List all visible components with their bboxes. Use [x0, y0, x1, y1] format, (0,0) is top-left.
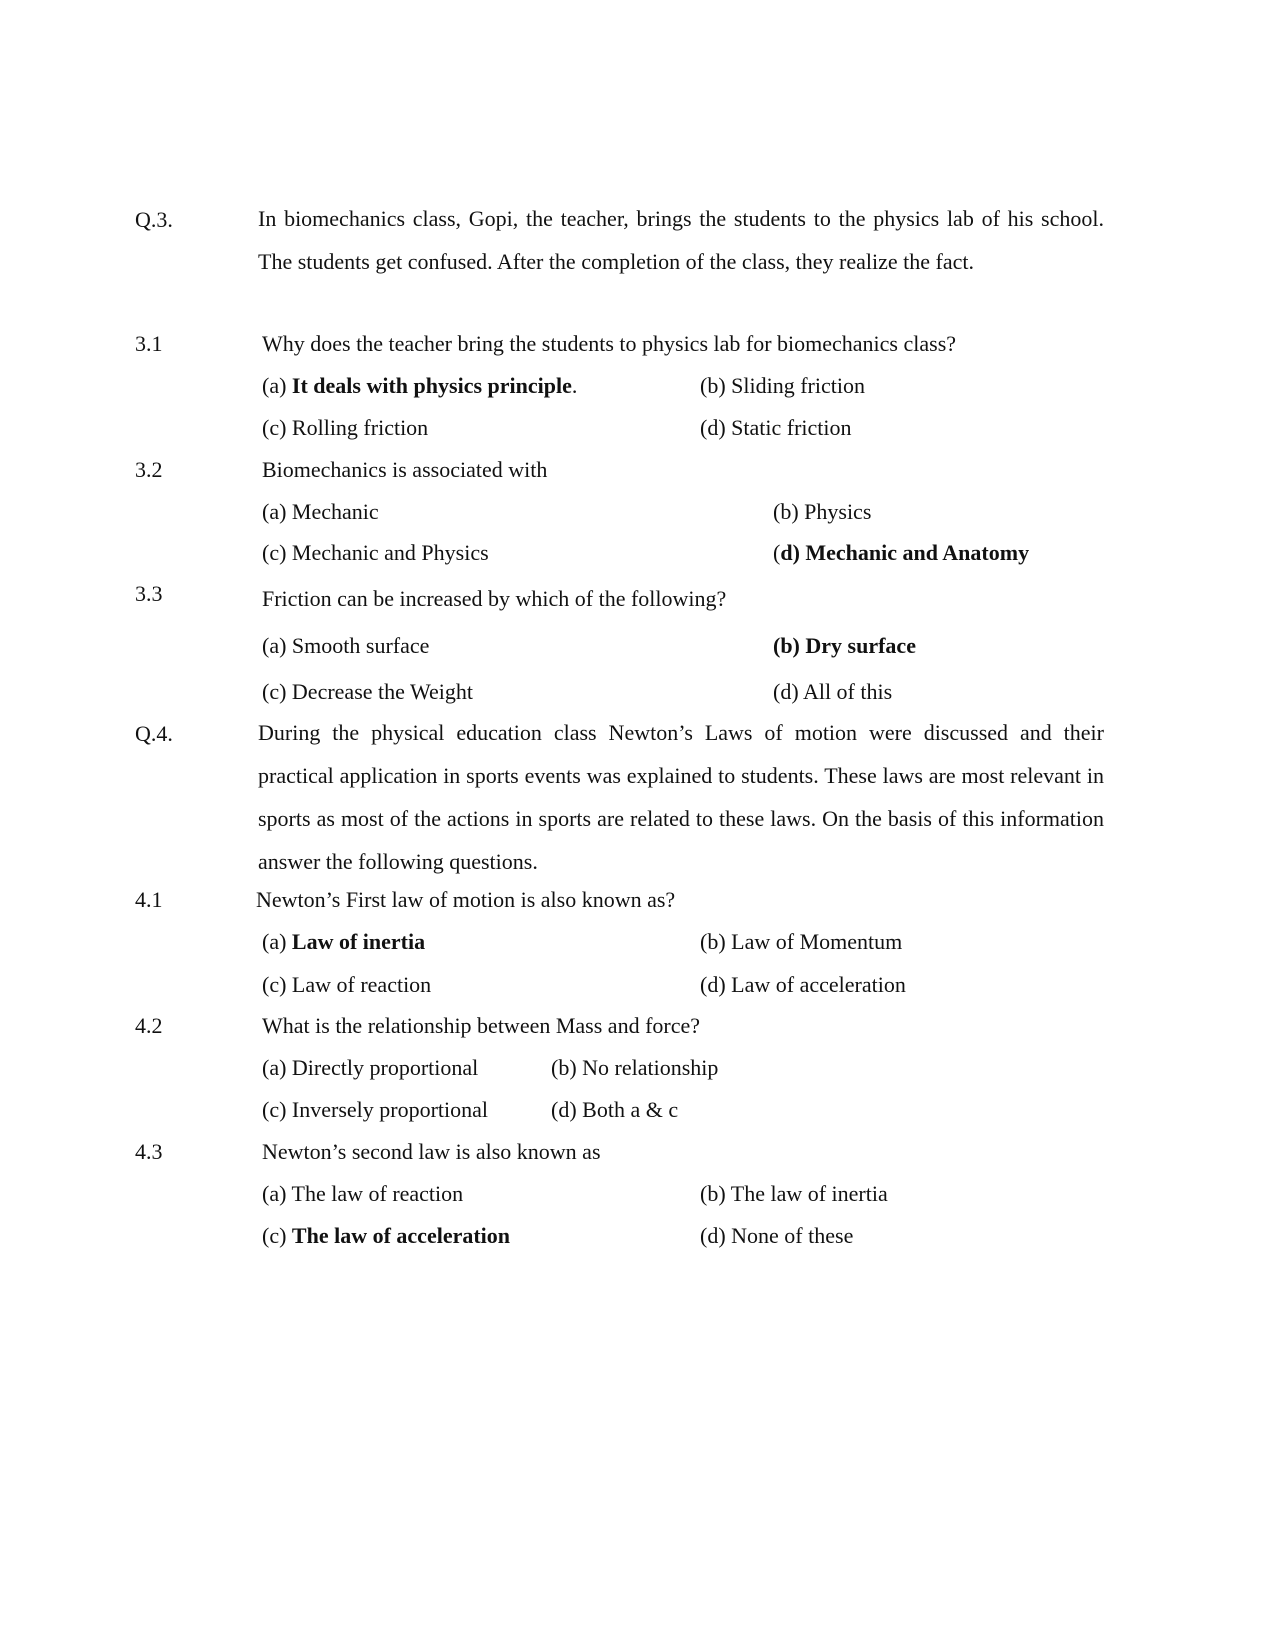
option-3-1-a-suffix: . — [571, 373, 578, 398]
question-number-q3: Q.3. — [135, 207, 173, 232]
question-number-q4: Q.4. — [135, 721, 173, 746]
option-4-3-a: (a) The law of reaction — [262, 1181, 464, 1206]
subquestion-number-3-1: 3.1 — [135, 331, 163, 356]
option-4-2-d: (d) Both a & c — [551, 1097, 679, 1122]
subquestion-text-4-1: Newton’s First law of motion is also known as? — [256, 887, 676, 912]
subquestion-number-4-3: 4.3 — [135, 1139, 163, 1164]
option-3-2-d-answer: d) Mechanic and Anatomy — [780, 540, 1030, 565]
option-3-1-b: (b) Sliding friction — [700, 373, 865, 398]
subquestion-text-3-2: Biomechanics is associated with — [262, 457, 548, 482]
option-3-3-c: (c) Decrease the Weight — [262, 679, 473, 704]
subquestion-text-4-3: Newton’s second law is also known as — [262, 1139, 601, 1164]
option-4-1-a-answer: Law of inertia — [291, 929, 426, 954]
option-4-1-a — [262, 928, 425, 956]
option-4-3-b: (b) The law of inertia — [700, 1181, 888, 1206]
option-3-3-a: (a) Smooth surface — [262, 633, 430, 658]
subquestion-number-4-1: 4.1 — [135, 887, 163, 912]
option-4-2-b: (b) No relationship — [551, 1055, 719, 1080]
option-3-1-d: (d) Static friction — [700, 415, 852, 440]
option-4-1-d: (d) Law of acceleration — [700, 972, 906, 997]
option-3-2-d — [773, 539, 1029, 567]
subquestion-number-4-2: 4.2 — [135, 1013, 163, 1038]
option-3-2-d-prefix: ( — [773, 540, 781, 565]
q3-passage: In biomechanics class, Gopi, the teacher, brings the students to the physics lab of his school. The students get confused. After the completion of the class, they realize the fact. — [258, 206, 1104, 274]
option-3-3-d: (d) All of this — [773, 679, 893, 704]
option-3-3-b: (b) Dry surface — [773, 633, 916, 658]
subquestion-text-3-3: Friction can be increased by which of the following? — [262, 586, 727, 611]
option-4-1-b: (b) Law of Momentum — [700, 929, 903, 954]
option-4-3-c-prefix: (c) — [262, 1223, 292, 1248]
subquestion-text-4-2: What is the relationship between Mass and force? — [262, 1013, 701, 1038]
option-4-3-c — [262, 1222, 510, 1250]
subquestion-number-3-2: 3.2 — [135, 457, 163, 482]
option-4-2-a: (a) Directly proportional — [262, 1055, 479, 1080]
option-4-3-d: (d) None of these — [700, 1223, 854, 1248]
subquestion-number-3-3: 3.3 — [135, 581, 163, 606]
subquestion-text-3-1: Why does the teacher bring the students to physics lab for biomechanics class? — [262, 331, 957, 356]
option-3-1-a-answer: It deals with physics principle — [291, 373, 572, 398]
option-3-1-c: (c) Rolling friction — [262, 415, 429, 440]
option-4-3-c-answer: The law of acceleration — [291, 1223, 511, 1248]
option-3-1-a-prefix: (a) — [262, 373, 292, 398]
option-3-2-a: (a) Mechanic — [262, 499, 379, 524]
option-3-1-a — [262, 372, 577, 400]
option-4-2-c: (c) Inversely proportional — [262, 1097, 489, 1122]
option-3-2-b: (b) Physics — [773, 499, 872, 524]
option-4-1-c: (c) Law of reaction — [262, 972, 432, 997]
q4-passage: During the physical education class Newton’s Laws of motion were discussed and their practical application in sports events was explained to students. These laws are most relevant in sports as most of the actions in sports are related to these laws. On the basis of this information answer the following questions. — [258, 720, 1104, 874]
option-3-2-c: (c) Mechanic and Physics — [262, 540, 489, 565]
option-4-1-a-prefix: (a) — [262, 929, 292, 954]
